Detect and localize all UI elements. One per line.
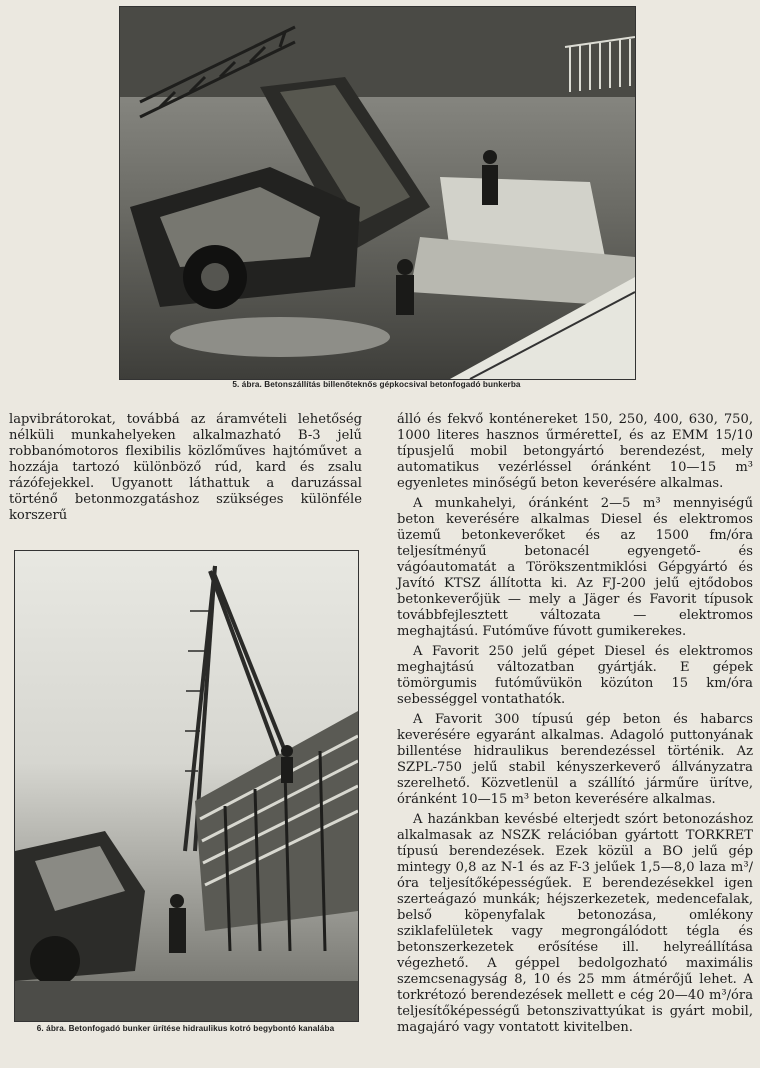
right-paragraph-1: álló és fekvő konténereket 150, 250, 400, 630, 750, 1000 literes hasznos űrméretteI, és az EMM 15/10 típusjelű mobil betongyártó berendezést, mely automatikus vezérléssel óránként 10—15 m³ egyenletes minőségű beton keverésére alkalmas. <box>397 412 753 491</box>
truck-photo-illustration <box>120 7 635 379</box>
right-paragraph-4: A Favorit 300 típusú gép beton és habarcs keverésére egyaránt alkalmas. Adagoló puttonyának billentése hidraulikus berendezéssel történik. Az SZPL-750 jelű stabil kényszerkeverő állványzatra szerelhető. Közvetlenül a szállító járműre ürítve, óránként 10—15 m³ beton keverésére alkalmas. <box>397 712 753 807</box>
figure-6-photo <box>14 550 359 1022</box>
right-paragraph-3: A Favorit 250 jelű gépet Diesel és elektromos meghajtású változatban gyártják. E gépek tömörgumis futóművükön közúton 15 km/óra sebességgel vontathatók. <box>397 644 753 707</box>
right-paragraph-5: A hazánkban kevésbé elterjedt szórt betonozáshoz alkalmasak az NSZK relációban gyártott TORKRET típusú berendezések. Ezek közül a BO jelű gép mintegy 0,8 az N-1 és az F-3 jelűek 1,5—8,0 laza m³/óra teljesítőképességűek. E berendezésekkel igen szerteágazó munkák; héjszerkezetek, medencefalak, belső köpenyfalak betonozása, omlékony sziklafelületek vagy megrongálódott tégla és betonszerkezetek erősítése ill. helyreállítása végezhető. A géppel bedolgozható maximális szemcsenagyság 8, 10 és 25 mm átmérőjű lehet. A torkrétozó berendezések mellett e cég 20—40 m³/óra teljesítőképességű betonszivattyúkat is gyárt mobil, magajáró vagy vontatott kivitelben. <box>397 812 753 1035</box>
figure-5-photo <box>119 6 636 380</box>
right-text-column <box>397 412 753 1036</box>
left-text-column <box>9 412 362 524</box>
figure-6-caption: 6. ábra. Betonfogadó bunker ürítése hidraulikus kotró begybontó kanalába <box>36 1024 335 1033</box>
right-paragraph-2: A munkahelyi, óránként 2—5 m³ mennyiségű beton keverésére alkalmas Diesel és elektromos üzemű betonkeverőket és az 1500 fm/óra teljesítményű betonacél egyengető- és vágóautomatát a Törökszentmiklósi Gépgyártó és Javító KTSZ állította ki. Az FJ-200 jelű ejtődobos betonkeverőjük — mely a Jäger és Favorit típusok továbbfejlesztett változata — elektromos meghajtású. Futóműve fúvott gumikerekes. <box>397 496 753 639</box>
figure-5-caption: 5. ábra. Betonszállítás billenőteknős gépkocsival betonfogadó bunkerba <box>232 380 521 389</box>
left-paragraph: lapvibrátorokat, továbbá az áramvételi lehetőség nélküli munkahelyeken alkalmazható B-3 jelű robbanómotoros flexibilis közlőműves hajtóművet a hozzája tartozó különböző rúd, kard és zsalu rázófejekkel. Ugyanott láthattuk a daruzással történő betonmozgatáshoz szükséges különféle korszerű <box>9 412 362 523</box>
bunker-photo-illustration <box>15 551 358 1021</box>
